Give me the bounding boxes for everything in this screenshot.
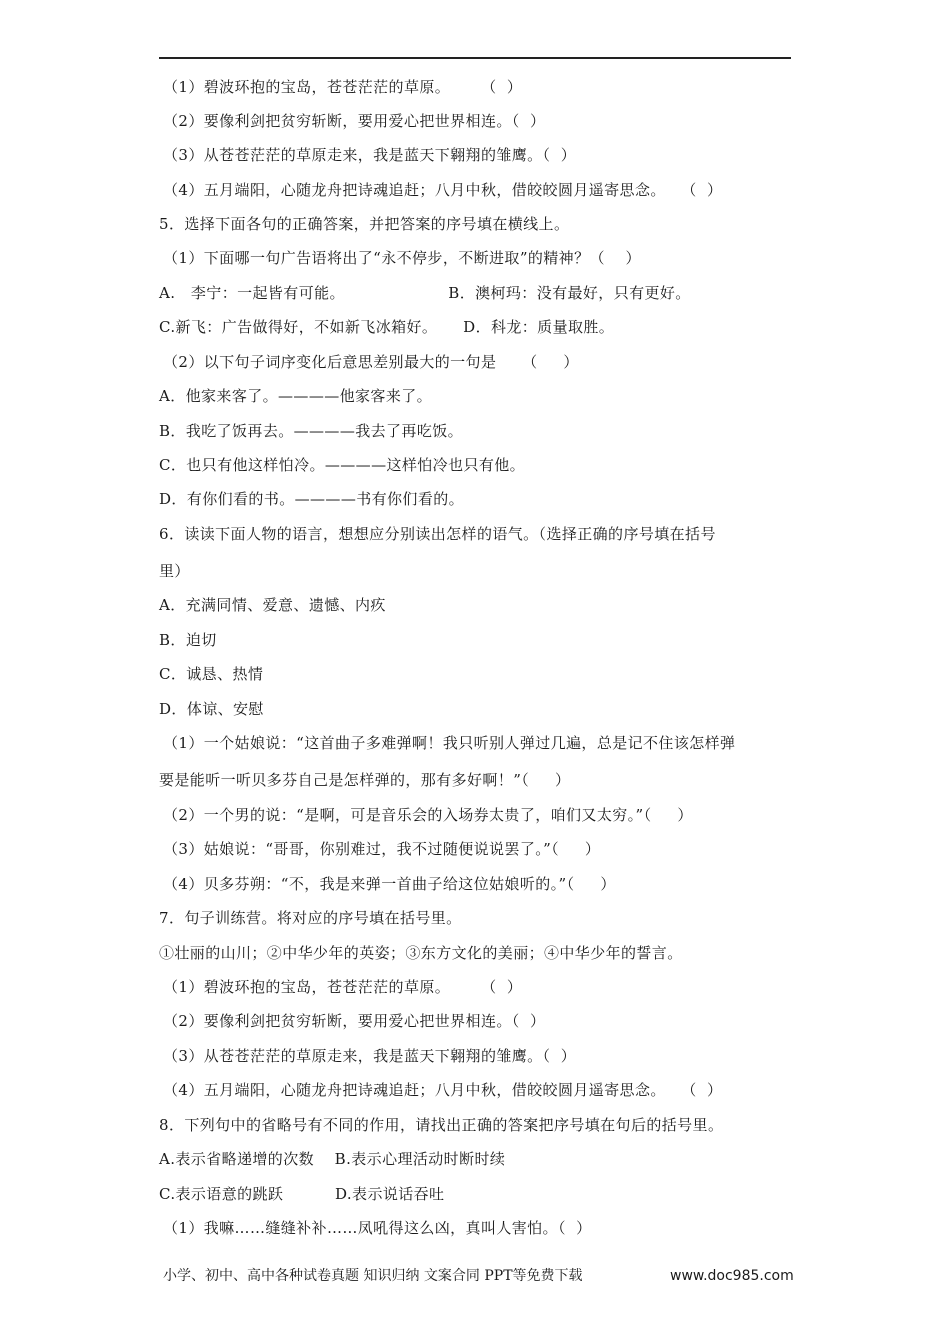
option-line: C．也只有他这样怕冷。————这样怕冷也只有他。 (159, 456, 526, 474)
text-line: （1）碧波环抱的宝岛，苍苍茫茫的草原。 （ ） (163, 78, 523, 96)
question-heading: 8．下列句中的省略号有不同的作用，请找出正确的答案把序号填在句后的括号里。 (159, 1116, 724, 1134)
text-line: （1）一个姑娘说：“这首曲子多难弹啊！我只听别人弹过几遍，总是记不住该怎样弹 (163, 734, 736, 752)
option-line: D．体谅、安慰 (159, 700, 264, 718)
option-line: A. 李宁：一起皆有可能。 B．澳柯玛：没有最好，只有更好。 (159, 284, 691, 302)
option-line: A．他家来客了。————他家客来了。 (159, 387, 433, 405)
text-line: （3）从苍苍茫茫的草原走来，我是蓝天下翱翔的雏鹰。（ ） (163, 1047, 577, 1065)
text-line: （2）要像利剑把贫穷斩断，要用爱心把世界相连。（ ） (163, 112, 546, 130)
text-line: （2）一个男的说：“是啊，可是音乐会的入场券太贵了，咱们又太穷。”（ ） (163, 806, 693, 824)
text-line: （1）下面哪一句广告语将出了“永不停步，不断进取”的精神？（ ） (163, 249, 641, 267)
text-line: （4）五月端阳，心随龙舟把诗魂追赶；八月中秋，借皎皎圆月遥寄思念。 （ ） (163, 1081, 723, 1099)
text-line: （2）以下句子词序变化后意思差别最大的一句是 （ ） (163, 353, 579, 371)
footer-text: 小学、初中、高中各种试卷真题 知识归纳 文案合同 PPT等免费下载 (163, 1268, 583, 1284)
footer-link[interactable]: www.doc985.com (670, 1268, 794, 1284)
text-line: （3）姑娘说：“哥哥，你别难过，我不过随便说说罢了。”（ ） (163, 840, 601, 858)
question-heading: 5．选择下面各句的正确答案，并把答案的序号填在横线上。 (159, 215, 570, 233)
option-line: C．诚恳、热情 (159, 665, 264, 683)
option-line: D．有你们看的书。————书有你们看的。 (159, 490, 465, 508)
question-heading: 7．句子训练营。将对应的序号填在括号里。 (159, 909, 462, 927)
header-rule (159, 57, 791, 59)
option-line: C.表示语意的跳跃 D.表示说话吞吐 (159, 1185, 445, 1203)
option-line: A．充满同情、爱意、遗憾、内疚 (159, 596, 386, 614)
option-line: A.表示省略递增的次数 B.表示心理活动时断时续 (159, 1150, 506, 1168)
text-line: （1）碧波环抱的宝岛，苍苍茫茫的草原。 （ ） (163, 978, 523, 996)
text-line: （4）贝多芬朔：“不，我是来弹一首曲子给这位姑娘听的。”（ ） (163, 875, 616, 893)
text-line: 要是能听一听贝多芬自己是怎样弹的，那有多好啊！”（ ） (159, 771, 571, 789)
question-heading: 6．读读下面人物的语言，想想应分别读出怎样的语气。（选择正确的序号填在括号 (159, 525, 716, 543)
option-line: B．我吃了饭再去。————我去了再吃饭。 (159, 422, 464, 440)
text-line: （3）从苍苍茫茫的草原走来，我是蓝天下翱翔的雏鹰。（ ） (163, 146, 577, 164)
text-line: （1）我嘛……缝缝补补……凤吼得这么凶，真叫人害怕。（ ） (163, 1219, 592, 1237)
text-line: （2）要像利剑把贫穷斩断，要用爱心把世界相连。（ ） (163, 1012, 546, 1030)
text-line: ①壮丽的山川；②中华少年的英姿；③东方文化的美丽；④中华少年的誓言。 (159, 944, 683, 962)
text-line: （4）五月端阳，心随龙舟把诗魂追赶；八月中秋，借皎皎圆月遥寄思念。 （ ） (163, 181, 723, 199)
option-line: C.新飞：广告做得好，不如新飞冰箱好。 D．科龙：质量取胜。 (159, 318, 615, 336)
option-line: B．迫切 (159, 631, 217, 649)
text-line: 里） (159, 562, 190, 580)
